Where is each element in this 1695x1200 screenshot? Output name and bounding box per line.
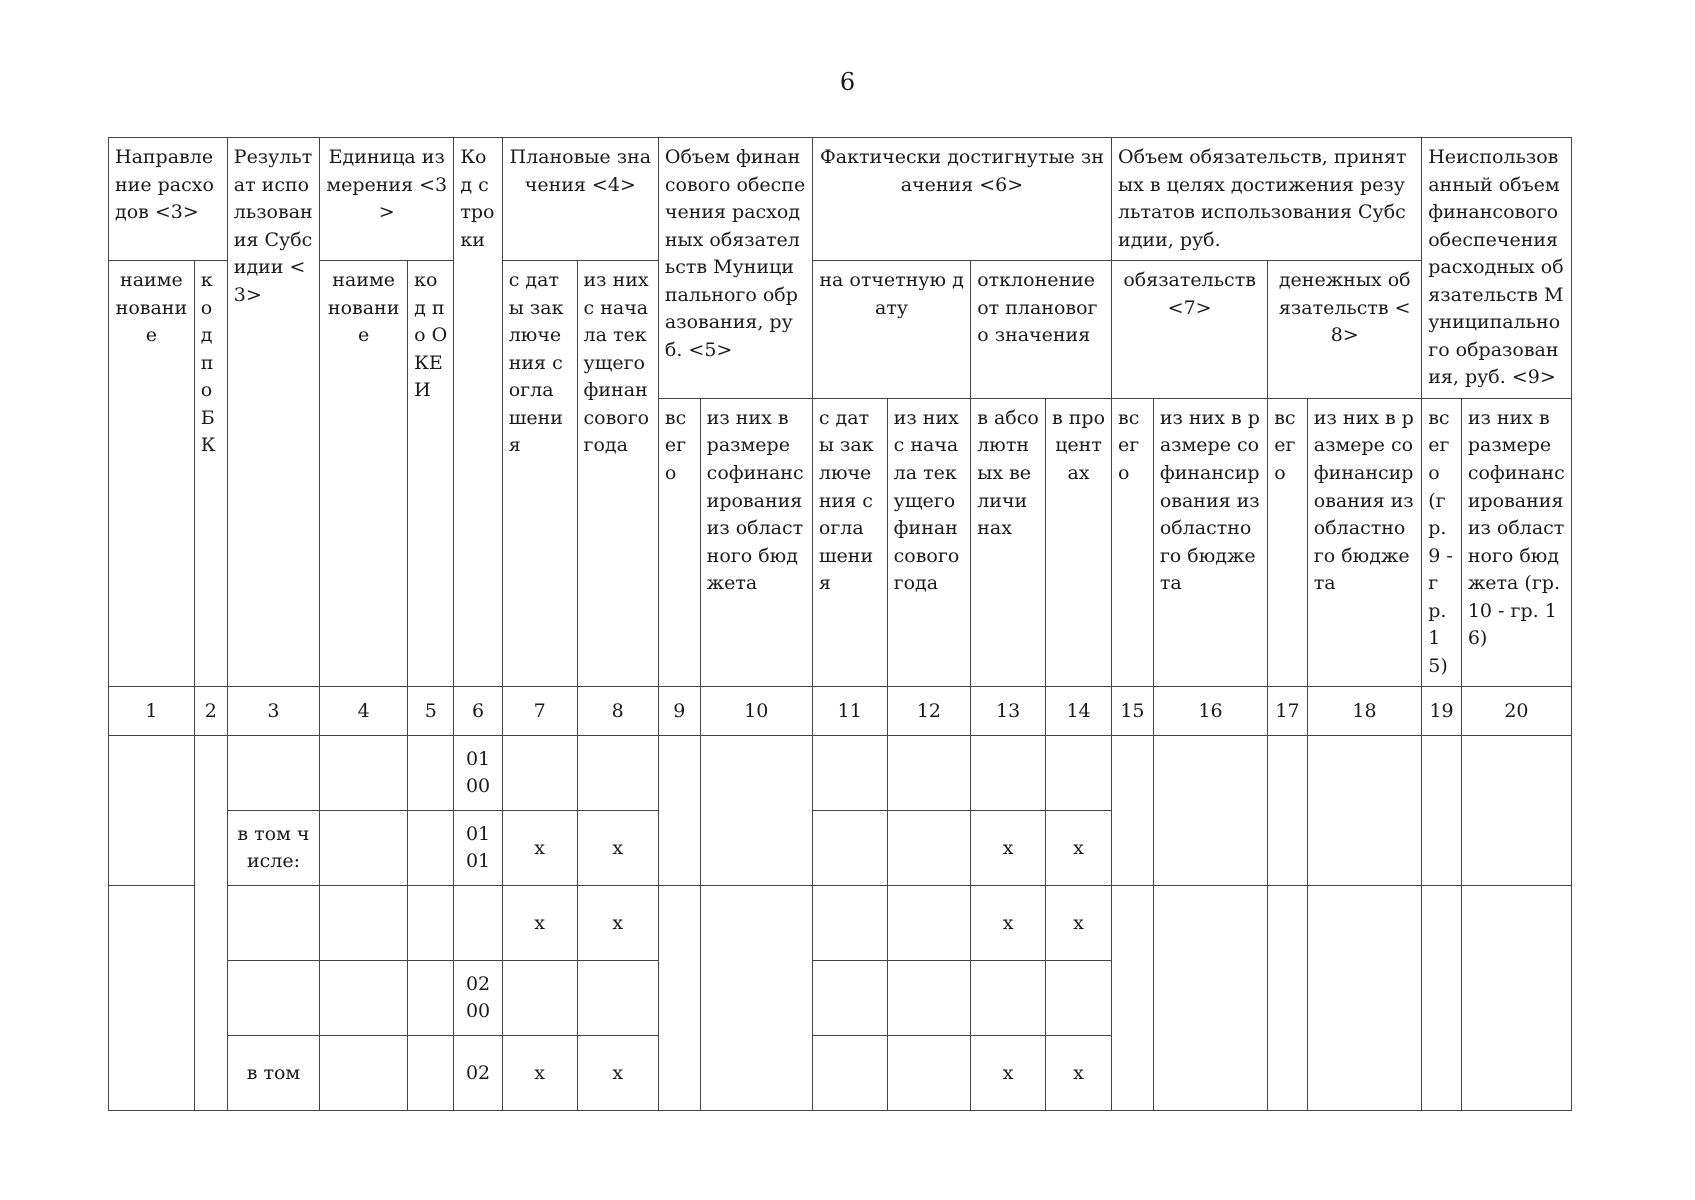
actual-from-date-cell [812, 961, 887, 1036]
result-cell [227, 886, 319, 961]
column-number: 18 [1307, 687, 1421, 736]
unit-code-cell [408, 886, 454, 961]
funding-total-cell [658, 736, 700, 886]
dev-percent-cell: x [1046, 811, 1112, 886]
header-planned-from-year: из них с начала текущего финансового года [577, 261, 658, 687]
plan-from-date-cell: x [502, 886, 577, 961]
funding-cofin-cell [700, 886, 812, 1111]
column-numbers-row [109, 687, 1572, 736]
unit-name-cell [320, 811, 408, 886]
actual-from-year-cell [887, 736, 971, 811]
header-planned: Плановые значения <4> [502, 138, 658, 261]
actual-from-date-cell [812, 811, 887, 886]
plan-from-date-cell [502, 961, 577, 1036]
direction-code-cell [194, 736, 227, 1111]
result-cell: в том [227, 1036, 319, 1111]
actual-from-date-cell [812, 886, 887, 961]
column-number: 10 [700, 687, 812, 736]
plan-from-date-cell [502, 736, 577, 811]
column-number: 4 [320, 687, 408, 736]
column-number: 20 [1461, 687, 1571, 736]
funding-total-cell [658, 886, 700, 1111]
header-actual-from-year: из них с начала текущего финансового года [887, 398, 971, 686]
header-direction: Направление расходов <3> [109, 138, 228, 261]
direction-name-cell [109, 886, 195, 1111]
row-code-cell: 0100 [454, 736, 502, 811]
unused-total-cell [1422, 886, 1462, 1111]
header-actual-on-date: на отчетную дату [812, 261, 970, 399]
page-number: 6 [839, 68, 856, 96]
row-code-cell [454, 886, 502, 961]
column-number: 3 [227, 687, 319, 736]
column-number: 9 [658, 687, 700, 736]
obl-cofin-cell [1153, 886, 1267, 1111]
unit-code-cell [408, 811, 454, 886]
obl-total-cell [1112, 736, 1154, 886]
plan-from-year-cell: x [577, 886, 658, 961]
header-planned-from-date: с даты заключения соглашения [502, 261, 577, 687]
cash-cofin-cell [1307, 886, 1421, 1111]
report-table [108, 137, 1572, 1111]
header-actual-from-date: с даты заключения соглашения [812, 398, 887, 686]
actual-from-date-cell [812, 736, 887, 811]
cash-total-cell [1268, 736, 1308, 886]
plan-from-year-cell [577, 736, 658, 811]
header-unit-name: наименование [320, 261, 408, 687]
header-actual: Фактически достигнутые значения <6> [812, 138, 1111, 261]
header-row-code: Код строки [454, 138, 502, 687]
unit-name-cell [320, 961, 408, 1036]
plan-from-date-cell: x [502, 1036, 577, 1111]
header-unit-code: код по ОКЕИ [408, 261, 454, 687]
column-number: 12 [887, 687, 971, 736]
unit-name-cell [320, 736, 408, 811]
column-number: 16 [1153, 687, 1267, 736]
obl-total-cell [1112, 886, 1154, 1111]
column-number: 8 [577, 687, 658, 736]
dev-absolute-cell [971, 961, 1046, 1036]
unused-total-cell [1422, 736, 1462, 886]
column-number: 1 [109, 687, 195, 736]
column-number: 19 [1422, 687, 1462, 736]
header-direction-name: наименование [109, 261, 195, 687]
dev-absolute-cell [971, 736, 1046, 811]
dev-absolute-cell: x [971, 1036, 1046, 1111]
dev-percent-cell: x [1046, 886, 1112, 961]
table-row [109, 736, 1572, 811]
unit-name-cell [320, 886, 408, 961]
header-unused: Неиспользованный объем финансового обеспечения расходных обязательств Муниципального образования, руб. <9> [1422, 138, 1572, 399]
header-dev-percent: в процентах [1046, 398, 1112, 686]
plan-from-year-cell [577, 961, 658, 1036]
header-obligations: Объем обязательств, принятых в целях достижения результатов использования Субсидии, руб. [1112, 138, 1422, 261]
column-number: 7 [502, 687, 577, 736]
cash-total-cell [1268, 886, 1308, 1111]
header-cash-cofin: из них в размере софинансирования из областного бюджета [1307, 398, 1421, 686]
plan-from-date-cell: x [502, 811, 577, 886]
header-direction-code: код по БК [194, 261, 227, 687]
actual-from-year-cell [887, 811, 971, 886]
cash-cofin-cell [1307, 736, 1421, 886]
dev-percent-cell: x [1046, 1036, 1112, 1111]
header-obl-total: всего [1112, 398, 1154, 686]
header-actual-deviation: отклонение от планового значения [971, 261, 1112, 399]
column-number: 6 [454, 687, 502, 736]
column-number: 13 [971, 687, 1046, 736]
unit-code-cell [408, 1036, 454, 1111]
dev-percent-cell [1046, 961, 1112, 1036]
header-unused-total: всего (гр. 9 - гр. 15) [1422, 398, 1462, 686]
plan-from-year-cell: x [577, 811, 658, 886]
unused-cofin-cell [1461, 736, 1571, 886]
direction-name-cell [109, 736, 195, 886]
actual-from-date-cell [812, 1036, 887, 1111]
header-funding-cofin: из них в размере софинансирования из областного бюджета [700, 398, 812, 686]
row-code-cell: 0101 [454, 811, 502, 886]
result-cell [227, 961, 319, 1036]
funding-cofin-cell [700, 736, 812, 886]
header-obligations-7: обязательств <7> [1112, 261, 1268, 399]
column-number: 2 [194, 687, 227, 736]
unit-code-cell [408, 736, 454, 811]
header-result: Результат использования Субсидии <3> [227, 138, 319, 687]
column-number: 17 [1268, 687, 1308, 736]
column-number: 5 [408, 687, 454, 736]
header-unused-cofin: из них в размере софинансирования из областного бюджета (гр. 10 - гр. 16) [1461, 398, 1571, 686]
column-number: 11 [812, 687, 887, 736]
header-obligations-8: денежных обязательств <8> [1268, 261, 1422, 399]
unit-code-cell [408, 961, 454, 1036]
unused-cofin-cell [1461, 886, 1571, 1111]
unit-name-cell [320, 1036, 408, 1111]
column-number: 15 [1112, 687, 1154, 736]
row-code-cell: 02 [454, 1036, 502, 1111]
actual-from-year-cell [887, 886, 971, 961]
actual-from-year-cell [887, 1036, 971, 1111]
header-dev-absolute: в абсолютных величинах [971, 398, 1046, 686]
header-funding: Объем финансового обеспечения расходных обязательств Муниципального образования, руб. <5> [658, 138, 812, 399]
table-row [109, 886, 1572, 961]
header-unit: Единица измерения <3> [320, 138, 454, 261]
header-cash-total: всего [1268, 398, 1308, 686]
dev-absolute-cell: x [971, 811, 1046, 886]
header-funding-total: всего [658, 398, 700, 686]
column-number: 14 [1046, 687, 1112, 736]
row-code-cell: 0200 [454, 961, 502, 1036]
actual-from-year-cell [887, 961, 971, 1036]
header-obl-cofin: из них в размере софинансирования из областного бюджета [1153, 398, 1267, 686]
dev-percent-cell [1046, 736, 1112, 811]
dev-absolute-cell: x [971, 886, 1046, 961]
obl-cofin-cell [1153, 736, 1267, 886]
plan-from-year-cell: x [577, 1036, 658, 1111]
result-cell: в том числе: [227, 811, 319, 886]
result-cell [227, 736, 319, 811]
